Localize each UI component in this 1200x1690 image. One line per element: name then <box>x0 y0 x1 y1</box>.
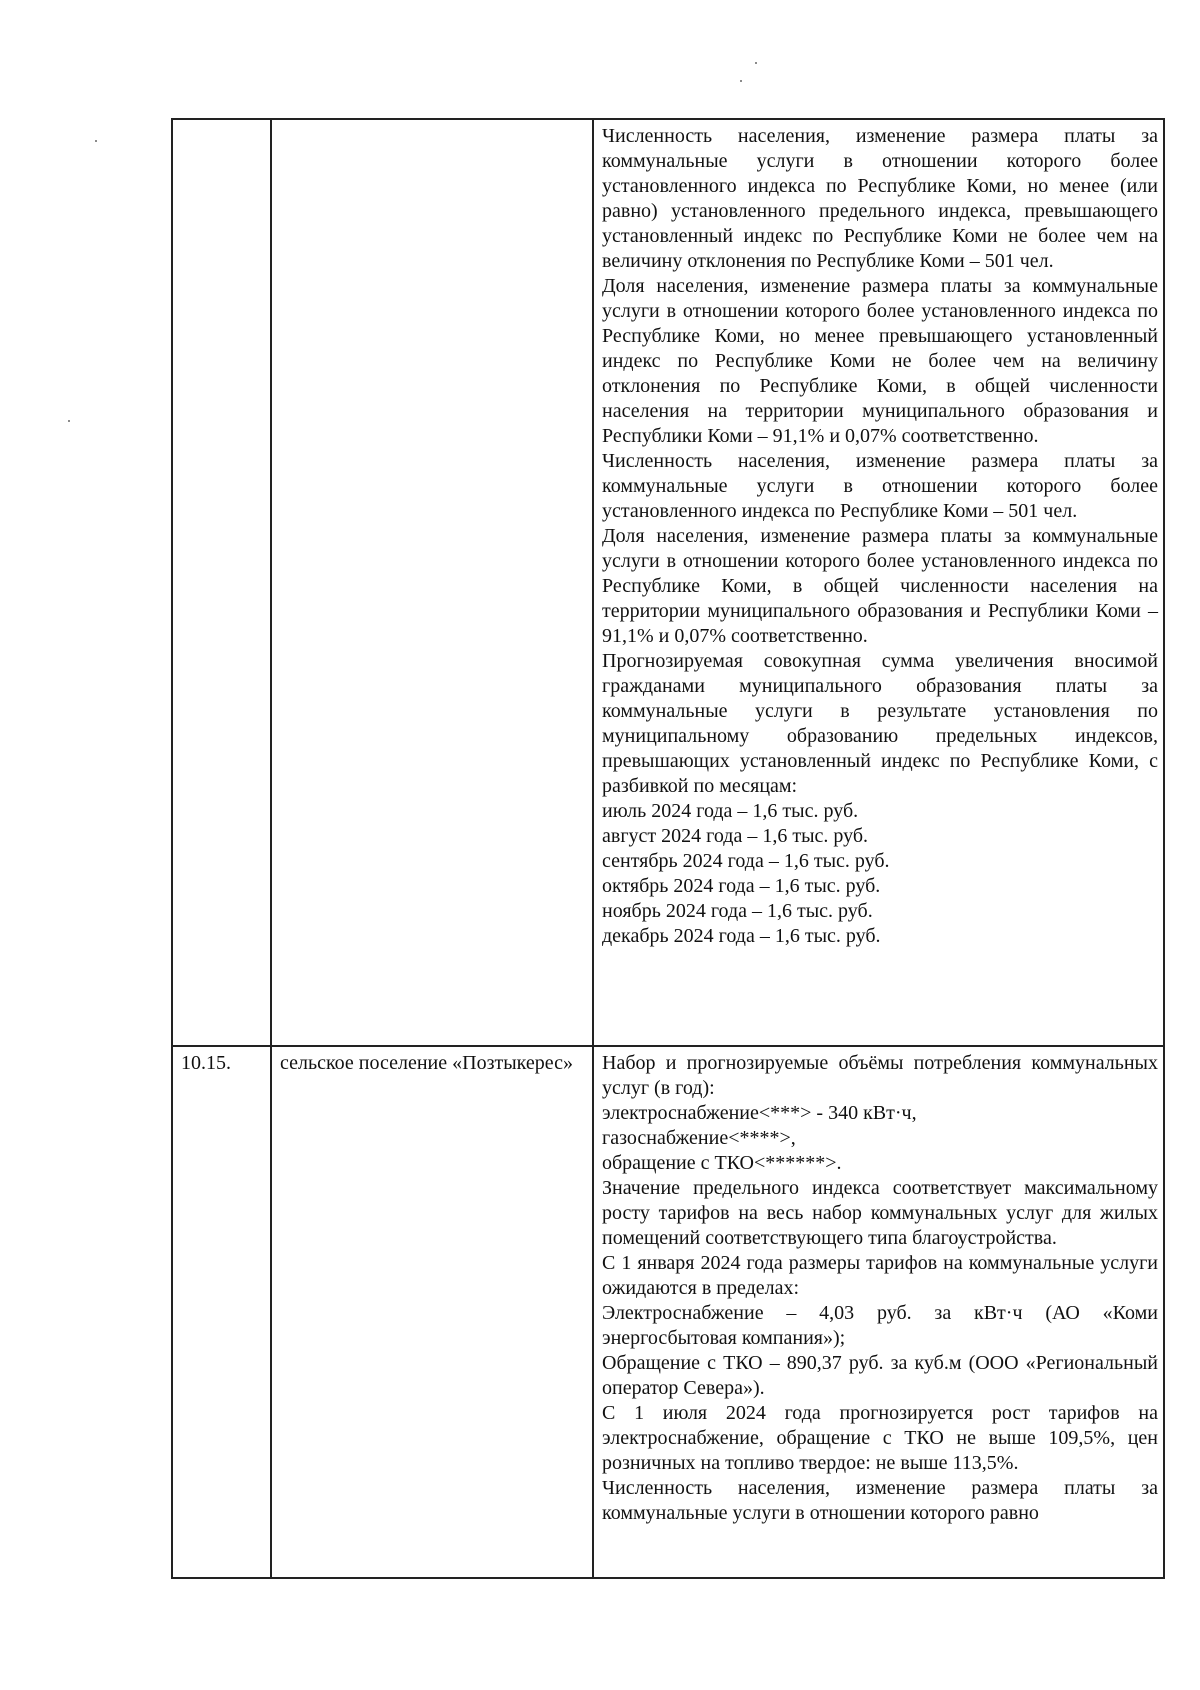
scan-speck <box>755 62 757 64</box>
month-line: ноябрь 2024 года – 1,6 тыс. руб. <box>602 900 873 922</box>
month-line: июль 2024 года – 1,6 тыс. руб. <box>602 800 859 822</box>
service-line: электроснабжение<***> - 340 кВт·ч, <box>602 1102 917 1124</box>
paragraph: С 1 июля 2024 года прогнозируется рост тарифов на электроснабжение, обращение с ТКО не выше 109,5%, цен розничных на топливо твердое: не выше 113,5%. <box>602 1402 1158 1474</box>
row-content-cell <box>593 119 1164 1046</box>
paragraph: Набор и прогнозируемые объёмы потребления коммунальных услуг (в год): <box>602 1052 1158 1099</box>
paragraph: Электроснабжение – 4,03 руб. за кВт·ч (АО «Коми энергосбытовая компания»); <box>602 1302 1158 1349</box>
paragraph: Доля населения, изменение размера платы за коммунальные услуги в отношении которого более установленного индекса по Республике Коми, но менее превышающего установленный индекс по Республике Коми не более чем на величину отклонения по Республике Коми, в общей численности населения на территории муниципального образования и Республики Коми – 91,1% и 0,07% соответственно. <box>602 275 1158 447</box>
paragraph: Численность населения, изменение размера платы за коммунальные услуги в отношении которого более установленного индекса по Республике Коми – 501 чел. <box>602 450 1158 522</box>
row-content-cell <box>593 1046 1164 1578</box>
month-line: август 2024 года – 1,6 тыс. руб. <box>602 825 869 847</box>
row-number-cell <box>172 119 271 1046</box>
table-row <box>172 1046 1164 1578</box>
month-line: сентябрь 2024 года – 1,6 тыс. руб. <box>602 850 890 872</box>
document-table <box>171 118 1165 1579</box>
scan-speck <box>68 420 70 422</box>
month-line: октябрь 2024 года – 1,6 тыс. руб. <box>602 875 881 897</box>
paragraph: Численность населения, изменение размера платы за коммунальные услуги в отношении которого равно <box>602 1477 1158 1524</box>
paragraph: Доля населения, изменение размера платы за коммунальные услуги в отношении которого более установленного индекса по Республике Коми, в общей численности населения на территории муниципального образования и Республики Коми – 91,1% и 0,07% соответственно. <box>602 525 1158 647</box>
row-name-cell <box>271 119 593 1046</box>
paragraph: Обращение с ТКО – 890,37 руб. за куб.м (ООО «Региональный оператор Севера»). <box>602 1352 1158 1399</box>
paragraph: С 1 января 2024 года размеры тарифов на коммунальные услуги ожидаются в пределах: <box>602 1252 1158 1299</box>
paragraph: Прогнозируемая совокупная сумма увеличения вносимой гражданами муниципального образования платы за коммунальные услуги в результате установления по муниципальному образованию предельных индексов, превышающих установленный индекс по Республике Коми, с разбивкой по месяцам: <box>602 650 1158 797</box>
service-line: газоснабжение<****>, <box>602 1127 796 1149</box>
scan-speck <box>95 140 97 142</box>
row-name-cell: сельское поселение «Позтыкерес» <box>271 1046 593 1578</box>
month-line: декабрь 2024 года – 1,6 тыс. руб. <box>602 925 881 947</box>
table-row <box>172 119 1164 1046</box>
service-line: обращение с ТКО<******>. <box>602 1152 842 1174</box>
paragraph: Численность населения, изменение размера платы за коммунальные услуги в отношении которого более установленного индекса по Республике Коми, но менее (или равно) установленного предельного индекса, превышающего установленный индекс по Республике Коми не более чем на величину отклонения по Республике Коми – 501 чел. <box>602 125 1158 272</box>
scan-speck <box>740 80 742 82</box>
row-number-cell: 10.15. <box>172 1046 271 1578</box>
paragraph: Значение предельного индекса соответствует максимальному росту тарифов на весь набор коммунальных услуг для жилых помещений соответствующего типа благоустройства. <box>602 1177 1158 1249</box>
